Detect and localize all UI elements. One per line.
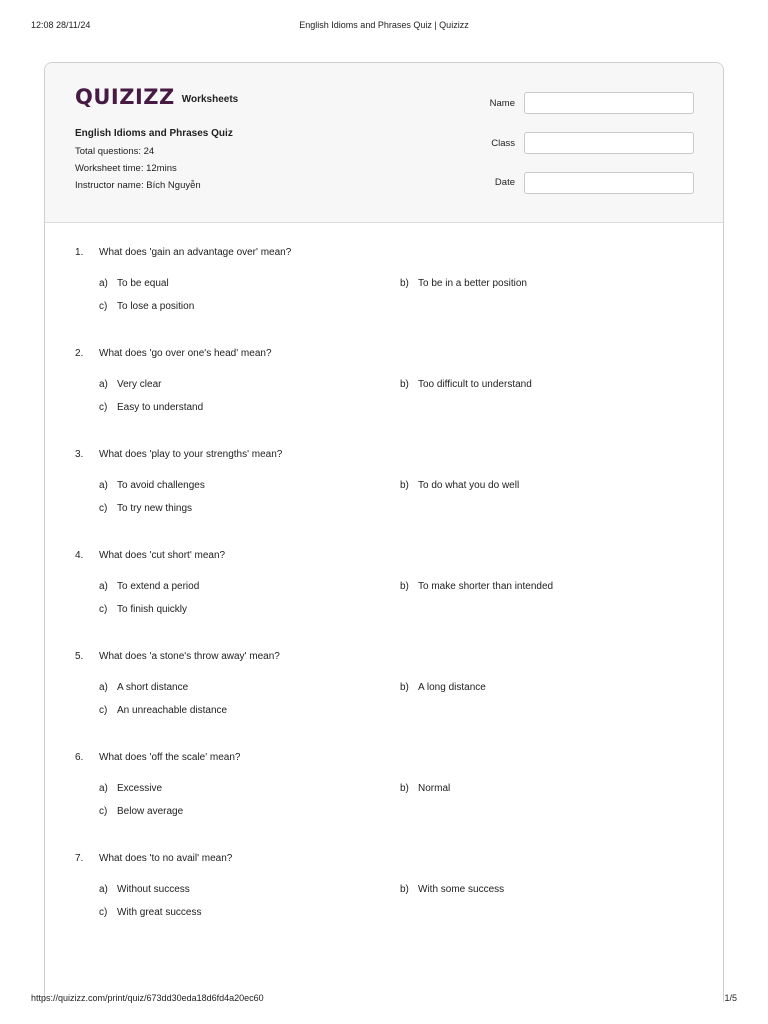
question-text: What does 'go over one's head' mean? <box>99 348 272 359</box>
total-questions: Total questions: 24 <box>75 146 155 157</box>
quiz-title: English Idioms and Phrases Quiz <box>75 128 233 139</box>
option-letter: b) <box>400 379 409 390</box>
question-text: What does 'to no avail' mean? <box>99 853 233 864</box>
answer-option[interactable] <box>400 682 486 693</box>
option-letter: c) <box>99 604 108 615</box>
option-letter: b) <box>400 884 409 895</box>
answer-option[interactable] <box>99 783 162 794</box>
date-label: Date <box>494 177 515 188</box>
option-letter: c) <box>99 503 108 514</box>
answer-option[interactable] <box>99 682 188 693</box>
option-text: To make shorter than intended <box>418 581 554 592</box>
print-url: https://quizizz.com/print/quiz/673dd30eda18d6fd4a20ec60 <box>31 993 264 1003</box>
option-letter: c) <box>99 301 108 312</box>
question-number: 1. <box>75 247 84 258</box>
option-letter: b) <box>400 682 409 693</box>
option-text: To extend a period <box>117 581 200 592</box>
question-text: What does 'play to your strengths' mean? <box>99 449 283 460</box>
option-text: An unreachable distance <box>117 705 228 716</box>
option-letter: c) <box>99 907 108 918</box>
answer-option[interactable] <box>400 884 504 895</box>
option-letter: b) <box>400 480 409 491</box>
worksheet-time: Worksheet time: 12mins <box>75 163 177 174</box>
question-text: What does 'a stone's throw away' mean? <box>99 651 280 662</box>
question-text: What does 'cut short' mean? <box>99 550 226 561</box>
option-letter: a) <box>99 884 108 895</box>
option-text: Very clear <box>117 379 162 390</box>
option-letter: a) <box>99 682 108 693</box>
class-field[interactable] <box>524 132 694 154</box>
question-number: 4. <box>75 550 84 561</box>
option-letter: b) <box>400 581 409 592</box>
option-letter: b) <box>400 278 409 289</box>
question-number: 6. <box>75 752 84 763</box>
question-text: What does 'gain an advantage over' mean? <box>99 247 292 258</box>
option-text: Without success <box>117 884 190 895</box>
option-letter: a) <box>99 480 108 491</box>
answer-option[interactable] <box>99 806 183 817</box>
option-letter: a) <box>99 783 108 794</box>
logo-subtitle: Worksheets <box>181 94 239 105</box>
answer-option[interactable] <box>99 301 194 312</box>
question-number: 5. <box>75 651 84 662</box>
option-letter: c) <box>99 705 108 716</box>
option-text: With great success <box>117 907 202 918</box>
answer-option[interactable] <box>99 705 227 716</box>
answer-option[interactable] <box>99 503 192 514</box>
option-text: A long distance <box>418 682 486 693</box>
print-page-number: 1/5 <box>724 993 737 1003</box>
answer-option[interactable] <box>400 581 553 592</box>
worksheet-header <box>45 63 723 223</box>
answer-option[interactable] <box>99 604 187 615</box>
option-text: Below average <box>117 806 184 817</box>
option-letter: a) <box>99 581 108 592</box>
answer-option[interactable] <box>99 581 199 592</box>
answer-option[interactable] <box>99 379 161 390</box>
answer-option[interactable] <box>400 480 519 491</box>
option-text: To avoid challenges <box>117 480 205 491</box>
option-letter: c) <box>99 402 108 413</box>
option-text: To do what you do well <box>418 480 520 491</box>
answer-option[interactable] <box>99 402 203 413</box>
print-timestamp: 12:08 28/11/24 <box>31 20 91 30</box>
class-label: Class <box>491 138 515 149</box>
answer-option[interactable] <box>400 783 450 794</box>
question-number: 7. <box>75 853 84 864</box>
option-text: Easy to understand <box>117 402 204 413</box>
option-text: To finish quickly <box>117 604 188 615</box>
option-letter: c) <box>99 806 108 817</box>
option-text: To be in a better position <box>418 278 527 289</box>
name-label: Name <box>489 98 515 109</box>
instructor-name: Instructor name: Bích Nguyễn <box>75 180 201 191</box>
answer-option[interactable] <box>400 379 532 390</box>
option-text: To lose a position <box>117 301 195 312</box>
answer-option[interactable] <box>99 480 205 491</box>
option-text: To try new things <box>117 503 193 514</box>
print-page-title: English Idioms and Phrases Quiz | Quizizz <box>299 20 469 30</box>
quiz-info <box>75 127 233 196</box>
worksheet <box>44 62 724 1002</box>
option-text: With some success <box>418 884 505 895</box>
answer-option[interactable] <box>99 884 190 895</box>
question-number: 3. <box>75 449 84 460</box>
question-number: 2. <box>75 348 84 359</box>
option-text: To be equal <box>117 278 169 289</box>
answer-option[interactable] <box>400 278 527 289</box>
question-text: What does 'off the scale' mean? <box>99 752 241 763</box>
option-letter: a) <box>99 278 108 289</box>
answer-option[interactable] <box>99 278 169 289</box>
option-letter: a) <box>99 379 108 390</box>
option-text: Normal <box>418 783 451 794</box>
answer-option[interactable] <box>99 907 201 918</box>
logo-wordmark: QUIZIZZ <box>75 85 175 109</box>
name-field[interactable] <box>524 92 694 114</box>
quizizz-logo <box>75 85 238 109</box>
option-text: A short distance <box>117 682 189 693</box>
date-field[interactable] <box>524 172 694 194</box>
option-letter: b) <box>400 783 409 794</box>
option-text: Too difficult to understand <box>418 379 532 390</box>
option-text: Excessive <box>117 783 163 794</box>
